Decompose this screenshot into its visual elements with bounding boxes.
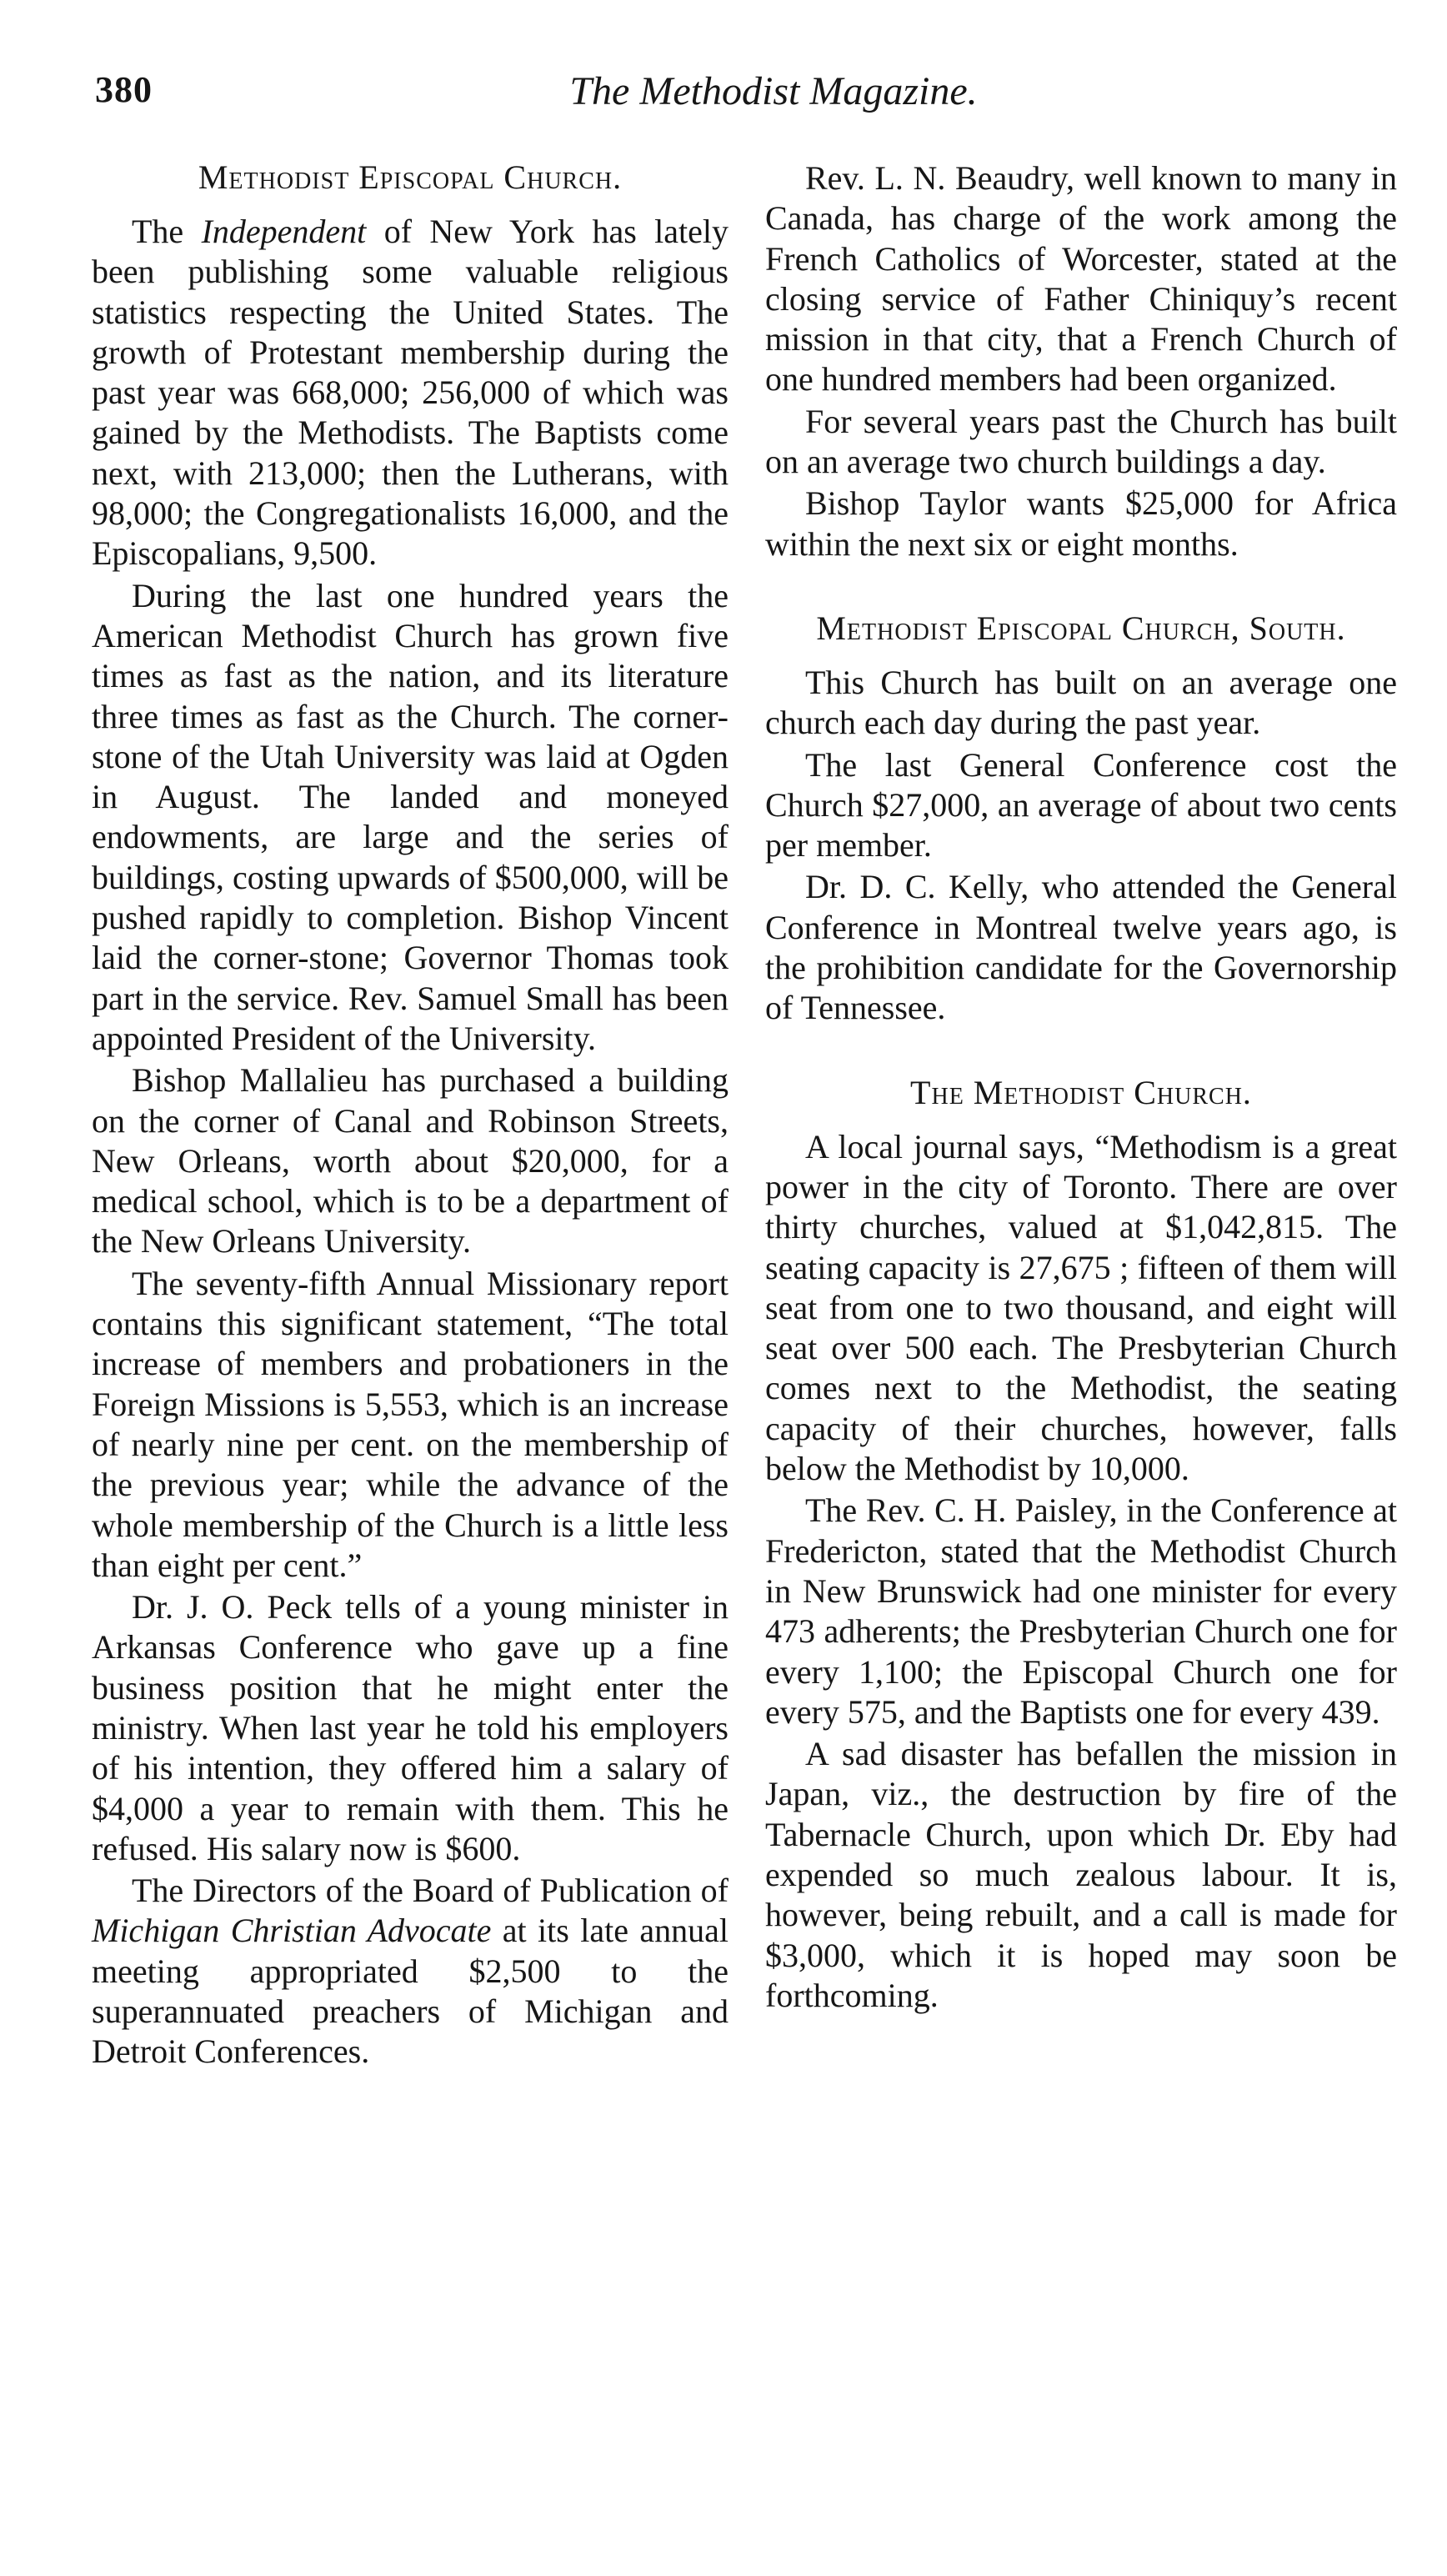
paragraph — [92, 212, 729, 574]
paragraph: The last General Conference cost the Church $27,000, an average of about two cents per member. — [765, 745, 1397, 865]
right-column — [765, 158, 1397, 2016]
text-run: at its late annual meeting appropriated $2,500 to the superannuated preachers of Michigan and Detroit Conferences. — [92, 1912, 729, 2071]
text-run: of New York has lately been publishing some valuable religious statistics respecting the United States. The growth of Protestant membership during the past year was 668,000; 256,000 of which was gained by the Methodists. The Baptists come next, with 213,000; then the Lutherans, with 98,000; the Congregationalists 16,000, and the Episcopalians, 9,500. — [92, 213, 729, 573]
paragraph — [92, 1871, 729, 2072]
section-heading-methodist-episcopal-south: Methodist Episcopal Church, South. — [816, 609, 1346, 647]
publication-title: Independent — [201, 213, 367, 250]
paragraph: A sad disaster has befallen the mission in Japan, viz., the destruction by fire of the Tabernacle Church, upon which Dr. Eby had expended so much zealous labour. It is, however, being rebuilt, and a call is made for $3,000, which it is hoped may soon be forthcoming. — [765, 1735, 1397, 2014]
paragraph: The Rev. C. H. Paisley, in the Conference at Fredericton, stated that the Methodist Church in New Brunswick had one minister for every 473 adherents; the Presbyterian Church one for every 1,100; the Episcopal Church one for every 575, and the Baptists one for every 439. — [765, 1491, 1397, 1731]
page-number: 380 — [95, 69, 153, 110]
paragraph: For several years past the Church has built on an average two church buildings a day. — [765, 402, 1397, 481]
running-title: The Methodist Magazine. — [569, 69, 978, 113]
paragraph: The seventy-fifth Annual Missionary report contains this significant statement, “The total increase of members and probationers in the Foreign Missions is 5,553, which is an increase of nearly nine per cent. on the membership of the previous year; while the advance of the whole membership of the Church is a little less than eight per cent.” — [92, 1264, 729, 1584]
paragraph: Dr. D. C. Kelly, who attended the General Conference in Montreal twelve years ago, is the prohibition candidate for the Governorship of Tennessee. — [765, 868, 1397, 1027]
text-run: The — [132, 213, 202, 250]
paragraph: Rev. L. N. Beaudry, well known to many in Canada, has charge of the work among the French Catholics of Worcester, stated at the closing service of Father Chiniquy’s recent mission in that city, that a French Church of one hundred members had been organized. — [765, 159, 1397, 398]
paragraph: Bishop Taylor wants $25,000 for Africa within the next six or eight months. — [765, 484, 1397, 563]
left-column — [92, 158, 729, 2072]
section-heading-methodist-church: The Methodist Church. — [910, 1073, 1252, 1111]
paragraph: This Church has built on an average one church each day during the past year. — [765, 663, 1397, 742]
paragraph: A local journal says, “Methodism is a great power in the city of Toronto. There are over thirty churches, valued at $1,042,815. The seating capacity is 27,675 ; fifteen of them will seat from one to two thousand, and eight will seat over 500 each. The Presbyterian Church comes next to the Methodist, the seating capacity of their churches, however, falls below the Methodist by 10,000. — [765, 1127, 1397, 1488]
text-run: The Directors of the Board of Publication of — [132, 1872, 729, 1910]
section-heading-methodist-episcopal: Methodist Episcopal Church. — [198, 158, 623, 196]
paragraph: Bishop Mallalieu has purchased a building on the corner of Canal and Robinson Streets, New Orleans, worth about $20,000, for a medical school, which is to be a department of the New Orleans University. — [92, 1061, 729, 1260]
paragraph: Dr. J. O. Peck tells of a young minister in Arkansas Conference who gave up a fine business position that he might enter the ministry. When last year he told his employers of his intention, they offered him a salary of $4,000 a year to remain with them. This he refused. His salary now is $600. — [92, 1588, 729, 1867]
publication-title: Michigan Christian Advocate — [92, 1912, 492, 1950]
paragraph: During the last one hundred years the American Methodist Church has grown five times as fast as the nation, and its literature three times as fast as the Church. The corner-stone of the Utah University was laid at Ogden in August. The landed and moneyed endowments, are large and the series of buildings, costing upwards of $500,000, will be pushed rapidly to completion. Bishop Vincent laid the corner-stone; Governor Thomas took part in the service. Rev. Samuel Small has been appointed President of the University. — [92, 576, 729, 1057]
